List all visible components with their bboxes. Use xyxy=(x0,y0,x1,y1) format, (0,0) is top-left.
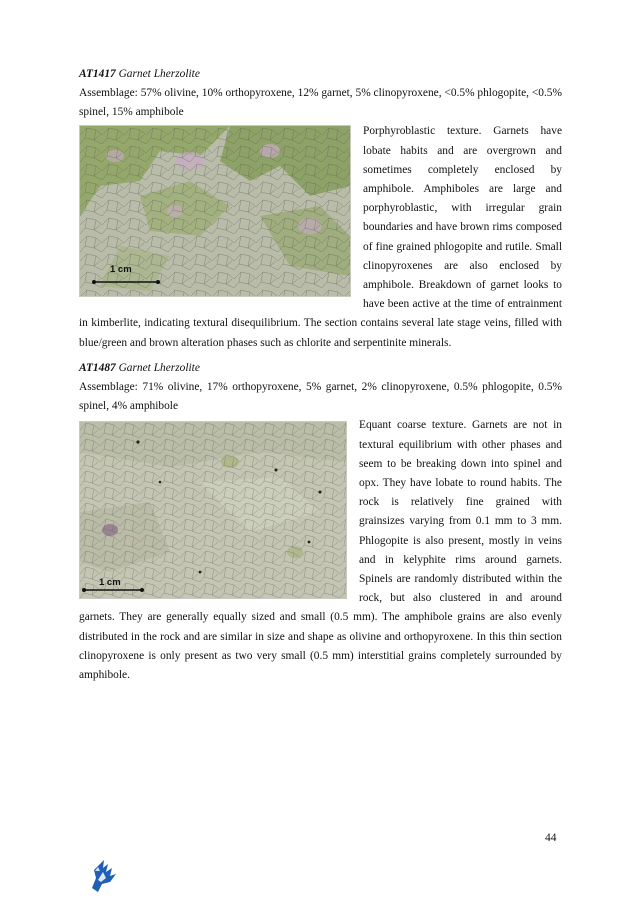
scale-bar-label: 1 cm xyxy=(99,577,121,589)
sample-id: AT1417 xyxy=(79,68,116,80)
sample-description: Porphyroblastic texture. Garnets have lobate habits and are overgrown and sometimes completely enclosed by amphibole. Amphiboles are large and porphyroblastic, with irregular grain boundaries and have brown rims composed of fine grained phlogopite and rutile. Small clinopyroxenes are also enclosed by amphibole. Breakdown of garnet looks to have been active at the time of entrainment in kimberlite, indicating textural disequilibrium. The section contains several late stage veins, filled with blue/green and brown alteration phases such as chlorite and serpentinite minerals. xyxy=(79,125,562,349)
sample-name: Garnet Lherzolite xyxy=(118,362,200,374)
page-number: 44 xyxy=(545,832,557,844)
griffin-logo-icon xyxy=(86,858,122,894)
sample-name: Garnet Lherzolite xyxy=(118,68,200,80)
sample-entry-at1417 xyxy=(79,65,562,353)
scale-bar-label: 1 cm xyxy=(110,264,132,276)
sample-description: Equant coarse texture. Garnets are not in textural equilibrium with other phases and seem to be breaking down into spinel and opx. They have lobate to round habits. The rock is relatively fine grained with grainsizes varying from 0.1 mm to 3 mm. Phlogopite is also present, mostly in veins and in kelyphite rims around garnets. Spinels are randomly distributed within the rock, but also clustered in and around garnets. They are generally equally sized and small (0.5 mm). The amphibole grains are also evenly distributed in the rock and are similar in size and shape as olivine and orthopyroxene. In this thin section clinopyroxene is only present as two very small (0.5 mm) interstitial grains completely surrounded by amphibole. xyxy=(79,419,562,682)
sample-heading xyxy=(79,65,562,84)
sample-assemblage: Assemblage: 71% olivine, 17% orthopyroxene, 5% garnet, 2% clinopyroxene, 0.5% phlogopite, 0.5% spinel, 4% amphibole xyxy=(79,381,562,413)
sample-id: AT1487 xyxy=(79,362,116,374)
thin-section-photo xyxy=(79,421,347,599)
sample-assemblage: Assemblage: 57% olivine, 10% orthopyroxene, 12% garnet, 5% clinopyroxene, <0.5% phlogopite, <0.5% spinel, 15% amphibole xyxy=(79,87,562,119)
thin-section-image xyxy=(80,422,346,598)
sample-heading xyxy=(79,359,562,378)
thin-section-photo xyxy=(79,125,351,297)
sample-entry-at1487 xyxy=(79,359,562,685)
